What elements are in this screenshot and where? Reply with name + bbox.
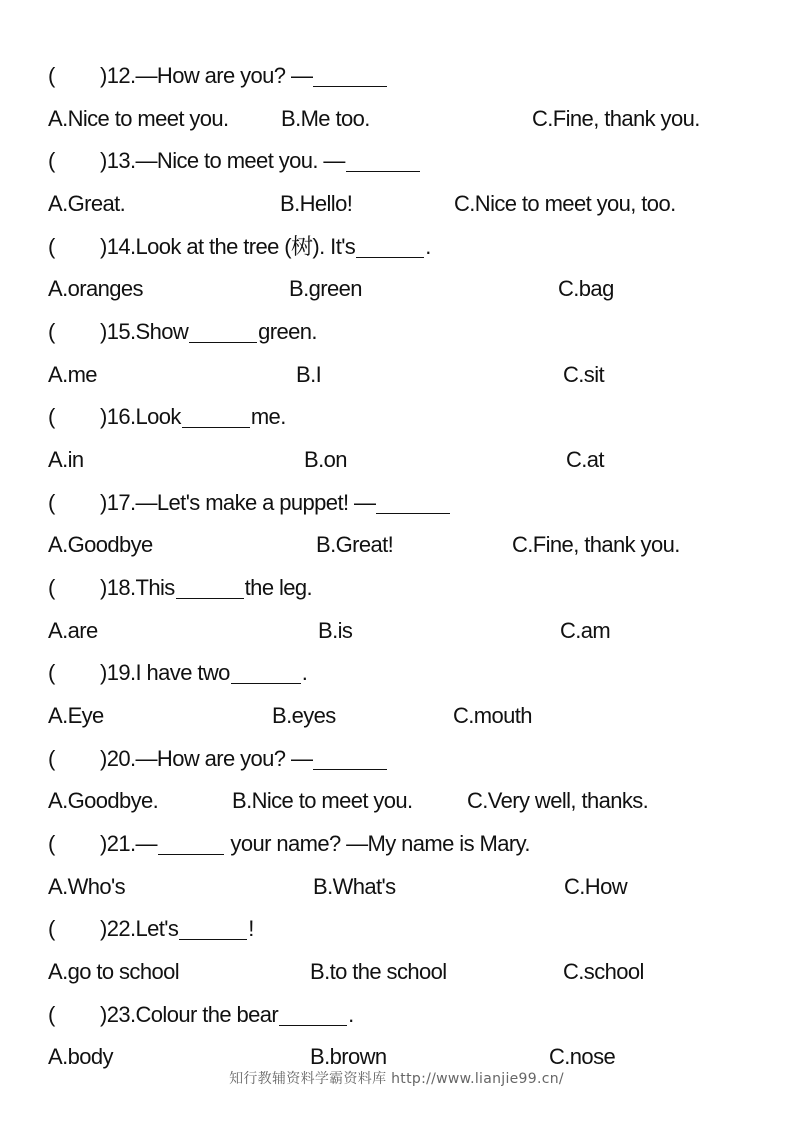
question-12 xyxy=(48,61,388,91)
question-text: )13.—Nice to meet you. — xyxy=(100,148,345,173)
answer-blank xyxy=(231,663,301,684)
option-a: A.Great. xyxy=(48,191,126,216)
option-b: B.Great! xyxy=(316,532,394,557)
question-20 xyxy=(48,744,388,774)
question-text-after: . xyxy=(425,234,431,259)
options-21 xyxy=(48,872,728,902)
option-b: B.Nice to meet you. xyxy=(232,788,413,813)
question-text-after: me. xyxy=(250,404,286,429)
answer-paren: ( xyxy=(48,575,55,600)
option-b: B.brown xyxy=(310,1044,387,1069)
option-b: B.I xyxy=(296,362,322,387)
question-16 xyxy=(48,402,286,432)
answer-paren: ( xyxy=(48,404,55,429)
option-c: C.sit xyxy=(563,362,605,387)
answer-blank xyxy=(158,834,224,855)
option-b: B.on xyxy=(304,447,347,472)
question-text: )16.Look xyxy=(100,404,181,429)
question-text-after: green. xyxy=(258,319,317,344)
answer-paren: ( xyxy=(48,234,55,259)
question-13 xyxy=(48,146,421,176)
option-b: B.to the school xyxy=(310,959,447,984)
answer-blank xyxy=(313,749,387,770)
answer-paren: ( xyxy=(48,148,55,173)
option-c: C.Fine, thank you. xyxy=(512,532,680,557)
options-19 xyxy=(48,701,728,731)
answer-blank xyxy=(179,919,247,940)
option-c: C.at xyxy=(566,447,604,472)
answer-blank xyxy=(182,407,250,428)
option-a: A.are xyxy=(48,618,98,643)
option-b: B.is xyxy=(318,618,353,643)
question-14 xyxy=(48,232,431,262)
option-b: B.green xyxy=(289,276,362,301)
answer-paren: ( xyxy=(48,746,55,771)
question-18 xyxy=(48,573,312,603)
footer-watermark: 知行教辅资料学霸资料库 http://www.lianjie99.cn/ xyxy=(229,1071,564,1087)
option-c: C.bag xyxy=(558,276,614,301)
option-c: C.mouth xyxy=(453,703,532,728)
question-17 xyxy=(48,488,451,518)
answer-paren: ( xyxy=(48,63,55,88)
option-a: A.Goodbye xyxy=(48,532,153,557)
question-text-after: . xyxy=(301,660,308,685)
question-22 xyxy=(48,914,254,944)
options-22 xyxy=(48,957,728,987)
options-14 xyxy=(48,274,728,304)
question-text: )22.Let's xyxy=(100,916,179,941)
answer-blank xyxy=(356,237,424,258)
question-text: )20.—How are you? — xyxy=(100,746,313,771)
option-c: C.nose xyxy=(549,1044,616,1069)
option-b: B.Me too. xyxy=(281,106,370,131)
question-text: )17.—Let's make a puppet! — xyxy=(100,490,376,515)
answer-blank xyxy=(189,322,257,343)
options-12 xyxy=(48,104,728,134)
options-20 xyxy=(48,786,728,816)
question-19 xyxy=(48,658,307,688)
option-a: A.oranges xyxy=(48,276,143,301)
question-text-after: ! xyxy=(248,916,254,941)
options-17 xyxy=(48,530,728,560)
option-a: A.Eye xyxy=(48,703,104,728)
option-a: A.go to school xyxy=(48,959,180,984)
option-b: B.Hello! xyxy=(280,191,353,216)
option-a: A.in xyxy=(48,447,84,472)
option-a: A.me xyxy=(48,362,97,387)
answer-paren: ( xyxy=(48,660,55,685)
option-c: C.How xyxy=(564,874,628,899)
options-16 xyxy=(48,445,728,475)
question-text: )15.Show xyxy=(100,319,189,344)
option-a: A.Goodbye. xyxy=(48,788,159,813)
options-15 xyxy=(48,360,728,390)
question-text: )19.I have two xyxy=(100,660,230,685)
answer-paren: ( xyxy=(48,916,55,941)
answer-paren: ( xyxy=(48,1002,55,1027)
options-18 xyxy=(48,616,728,646)
answer-paren: ( xyxy=(48,490,55,515)
answer-paren: ( xyxy=(48,319,55,344)
question-text: )21.— xyxy=(100,831,157,856)
option-b: B.eyes xyxy=(272,703,336,728)
question-text: )12.—How are you? — xyxy=(100,63,313,88)
question-text: )18.This xyxy=(100,575,175,600)
answer-paren: ( xyxy=(48,831,55,856)
question-text-after: your name? —My name is Mary. xyxy=(224,831,530,856)
option-b: B.What's xyxy=(313,874,396,899)
answer-blank xyxy=(176,578,244,599)
answer-blank xyxy=(279,1005,347,1026)
question-21 xyxy=(48,829,530,859)
question-text: )23.Colour the bear xyxy=(100,1002,279,1027)
option-c: C.Very well, thanks. xyxy=(467,788,649,813)
answer-blank xyxy=(376,493,450,514)
options-13 xyxy=(48,189,728,219)
option-c: C.Fine, thank you. xyxy=(532,106,700,131)
option-a: A.Nice to meet you. xyxy=(48,106,229,131)
option-a: A.body xyxy=(48,1044,113,1069)
option-c: C.Nice to meet you, too. xyxy=(454,191,676,216)
question-text: )14.Look at the tree (树). It's xyxy=(100,234,356,259)
answer-blank xyxy=(313,66,387,87)
option-a: A.Who's xyxy=(48,874,126,899)
question-23 xyxy=(48,1000,354,1030)
option-c: C.am xyxy=(560,618,611,643)
question-15 xyxy=(48,317,317,347)
answer-blank xyxy=(346,151,420,172)
question-text-after: . xyxy=(348,1002,354,1027)
option-c: C.school xyxy=(563,959,644,984)
question-text-after: the leg. xyxy=(244,575,313,600)
